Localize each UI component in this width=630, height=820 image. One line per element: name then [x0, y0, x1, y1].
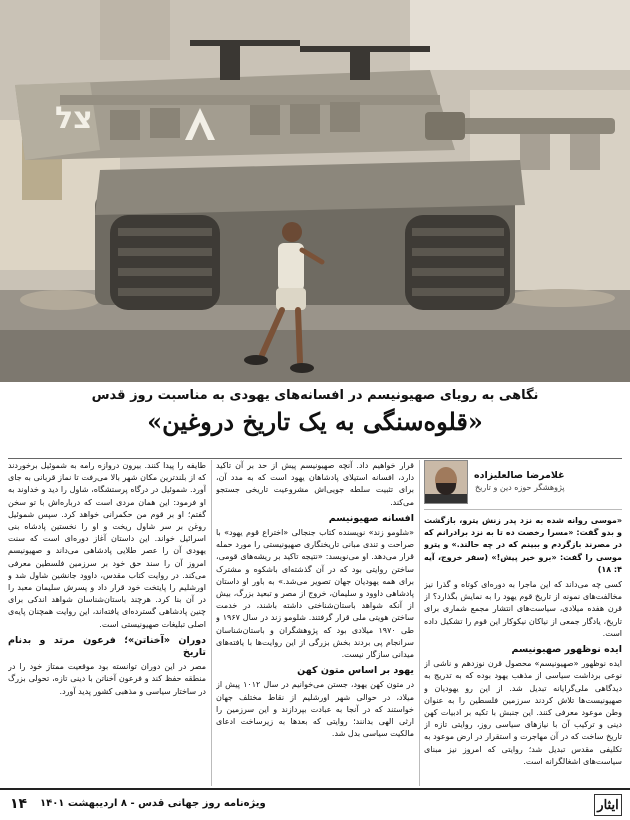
- page-number: ۱۴: [10, 796, 28, 812]
- page-title: «قلوه‌سنگی به یک تاریخ دروغین»: [147, 407, 483, 436]
- paragraph: ایده نوظهور «صهیونیسم» محصول قرن نوزدهم و ناشی از نوعی برداشت سیاسی از مذهب یهود بوده که به تدریج به دیدگاهی ملی‌گرایانه تبدیل شد. از این رو یهودیان و صهیونیست‌ها تلاش کردند سرزمین فلسطین را به عنوان وطن موعود معرفی کنند. این جنبش با تکیه بر ادبیات کهن دینی و ترکیب آن با نیازهای سیاسی روز، روایتی تازه از تاریخ ساخت که در آن مهاجرت و استقرار در ارض موعود به تکلیفی مقدس تبدیل شد؛ روایتی که امروز نیز مبنای سیاست‌های اشغالگرانه است.: [424, 659, 622, 766]
- divider: [8, 458, 622, 459]
- paragraph: «شلومو زند» نویسنده کتاب جنجالی «اختراع قوم یهود» با صراحت و تندی مبانی تاریخنگاری صهیونیستی را مورد حمله قرار می‌دهد. او می‌نویسد: «نتیجه تاکید بر ریشه‌های قومی، ساختن روایتی بود که در آن گذشته‌ای باشکوه و مشترک برای همه یهودیان جهان تصویر می‌شد.» به باور او داستان پادشاهی داوود و سلیمان، خروج از مصر و تبعید بزرگ، بیش از آنکه شواهد باستان‌شناختی داشته باشند، در خدمت ساختن هویتی ملی قرار گرفتند. شلومو زند در سال ۱۹۶۷ و طی ۱۹۷۰ میلادی بود که پژوهشگران و باستان‌شناسان سرانجام پی بردند بخش بزرگی از این روایت‌ها با یافته‌های میدانی سازگار نیست.: [216, 528, 414, 660]
- subheading: دوران «آخناتن»؛ فرعون مرتد و بدنام تاریخ: [8, 634, 206, 659]
- turret-marking: צל: [55, 101, 93, 136]
- subheading: یهود بر اساس متون کهن: [297, 665, 414, 677]
- opening-quote: «موسی روانه شده به نزد پدر زنش یترو، بازگشت و بدو گفت: «مسرا رخصت ده تا به نزد برادرانم که در مصرند بازگردم و ببینم که در چه حالند.» و یترو موسی را گفت: «برو خیر پیش!» (سفر خروج، آیه ۴: ۱۸): [424, 516, 622, 574]
- headline-block: [8, 386, 622, 456]
- paragraph: طایفه را پیدا کنند. بیرون دروازه رامه به شموئیل برخوردند که از بلندترین مکان شهر بالا می‌رفت تا نماز قربانی به جای آورد. شموئیل در درگاه پرستشگاه، شاول را دید و خداوند به او فرمود: این همان مردی است که درباره‌اش با تو سخن گفتم؛ او بر قوم من حکمرانی خواهد کرد. سپس شموئیل روغن بر سر شاول ریخت و او را نخستین پادشاه بنی اسرائیل خواند. این داستان آغاز دوره‌ای است که سنت یهودی آن را عصر طلایی پادشاهی می‌داند و صهیونیسم امروز آن را سند حق خود بر سرزمین فلسطین معرفی می‌کند. در روایت کتاب مقدس، داوود جانشین شاول شد و اورشلیم را پایتخت خود قرار داد و پسرش سلیمان معبد را در آن بنا کرد. هرچند باستان‌شناسان شواهد اندکی برای چنین پادشاهی گسترده‌ای یافته‌اند، این روایت همچنان پایه‌ی اصلی تبلیغات صهیونیستی است.: [8, 461, 206, 629]
- author-box: [424, 460, 622, 510]
- hero-photo: [0, 0, 630, 382]
- column-divider: [419, 460, 420, 786]
- column-divider: [211, 460, 212, 786]
- column-right: [424, 460, 622, 786]
- subheading: افسانه صهیونیسم: [328, 512, 414, 524]
- avatar: [424, 460, 468, 504]
- issue-line: ویژه‌نامه روز جهانی قدس - ۸ اردیبهشت ۱۴۰۱: [40, 798, 266, 809]
- page-footer: [0, 788, 630, 820]
- paragraph: قرار خواهیم داد. آنچه صهیونیسم پیش از حد بر آن تاکید دارد، افسانه استیلای پادشاهان یهود است که به مدد آن، برای تثبیت سلطه جویی‌اش مشروعیت تاریخی جستجو می‌کند.: [216, 461, 414, 507]
- author-role: پژوهشگر حوزه دین و تاریخ: [474, 483, 565, 492]
- column-left: [8, 460, 206, 786]
- subheading: ایده نوظهور صهیونیسم: [511, 644, 622, 656]
- article-columns: [8, 460, 622, 786]
- kicker: نگاهی به رویای صهیونیسم در افسانه‌های یهودی به مناسبت روز قدس: [91, 388, 539, 403]
- column-middle: [216, 460, 414, 786]
- tank-and-boy-photo-icon: [0, 0, 630, 382]
- publication-logo: ایثار: [594, 794, 622, 816]
- paragraph: در متون کهن یهود، جستن می‌خوانیم در سال ۱۰۱۲ پیش از میلاد، در حوالی شهر اورشلیم از نقاط مختلف جهان خواستند که در آنجا به عبادت بپردازند و این سرزمین را ارثی الهی بدانند؛ روایتی که بعدها به زیرساخت ادعای مالکیت سیاسی بدل شد.: [216, 680, 414, 739]
- paragraph: کسی چه می‌داند که این ماجرا به دوره‌ای کوتاه و گذرا نیز مخالفت‌های نمونه از تاریخ قوم یهود را به نمایش بگذارد؟ از قرن هفده میلادی، سیاست‌های انتشار مجمع شماری برای تاریخ، یادگار جمعی از نیاکان نیکوکار این قوم را تشکیل داده است.: [424, 580, 622, 638]
- author-name: غلامرضا صالعلیزاده: [474, 469, 565, 481]
- paragraph: مصر در این دوران توانسته بود موقعیت ممتاز خود را در منطقه حفظ کند و فرعون آخناتن با دینی تازه، تحولی بزرگ در ساختار سیاسی و مذهبی کشور پدید آورد.: [8, 662, 206, 696]
